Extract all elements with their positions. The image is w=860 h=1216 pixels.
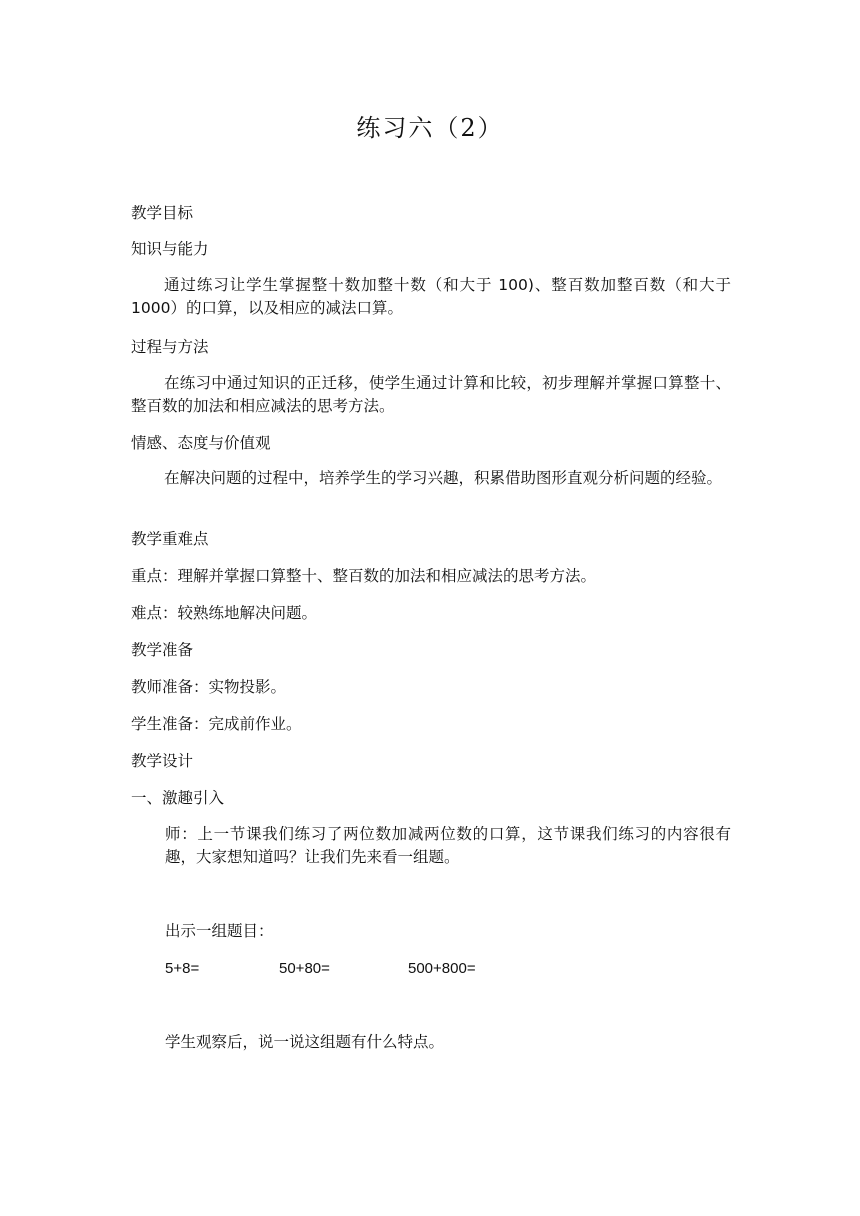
- paragraph-key: 重点：理解并掌握口算整十、整百数的加法和相应减法的思考方法。: [131, 567, 597, 585]
- heading-design: 教学设计: [131, 752, 194, 770]
- paragraph-teacher-prep: 教师准备：实物投影。: [131, 678, 287, 696]
- equation-3: 500+800=: [408, 960, 476, 977]
- heading-section1: 一、激趣引入: [131, 789, 225, 807]
- paragraph-intro: 师：上一节课我们练习了两位数加减两位数的口算，这节课我们练习的内容很有趣，大家想知道吗？让我们先来看一组题。: [165, 825, 731, 866]
- equation-1: 5+8=: [165, 960, 200, 977]
- paragraph-difficult: 难点：较熟练地解决问题。: [131, 604, 318, 622]
- paragraph-process: 在练习中通过知识的正迁移，使学生通过计算和比较，初步理解并掌握口算整十、整百数的加法和相应减法的思考方法。: [131, 374, 731, 415]
- heading-process: 过程与方法: [131, 338, 209, 356]
- heading-knowledge: 知识与能力: [131, 240, 209, 258]
- paragraph-emotion: 在解决问题的过程中，培养学生的学习兴趣，积累借助图形直观分析问题的经验。: [164, 469, 723, 487]
- heading-prep: 教学准备: [131, 641, 194, 659]
- heading-objectives: 教学目标: [131, 204, 194, 222]
- paragraph-knowledge: 通过练习让学生掌握整十数加整十数（和大于 100)、整百数加整百数（和大于 1000）的口算，以及相应的减法口算。: [131, 276, 731, 317]
- paragraph-student-prep: 学生准备：完成前作业。: [131, 715, 302, 733]
- document-title: 练习六（2）: [356, 114, 504, 142]
- heading-emotion: 情感、态度与价值观: [131, 434, 271, 452]
- paragraph-show: 出示一组题目：: [165, 922, 274, 940]
- equation-2: 50+80=: [279, 960, 330, 977]
- paragraph-observe: 学生观察后，说一说这组题有什么特点。: [165, 1033, 445, 1051]
- heading-keypoints: 教学重难点: [131, 530, 209, 548]
